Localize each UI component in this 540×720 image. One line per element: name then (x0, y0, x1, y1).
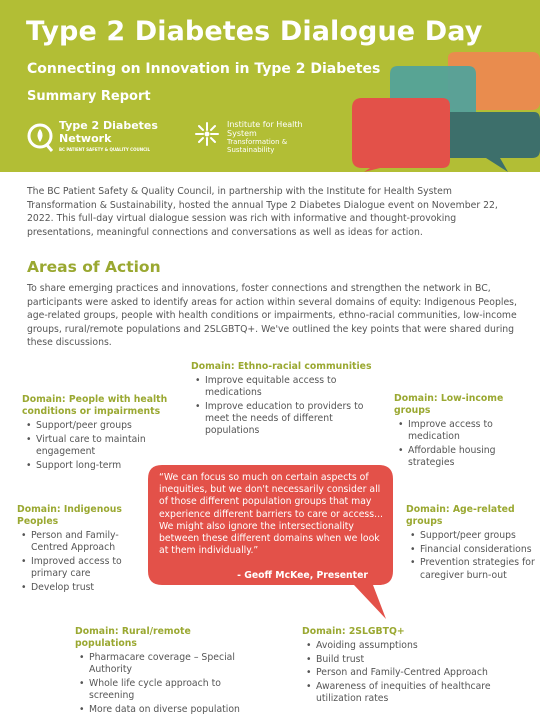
domain-title: Domain: Low-income groups (394, 393, 504, 416)
intro-paragraph: The BC Patient Safety & Quality Council, in partnership with the Institute for Health System Transformation & Sustainability, hosted the annual Type 2 Diabetes Dialogue event on November 22, 2022. This full-day virtual dialogue session was rich with informative and thought-provoking presentations, meaningful connections and conversations as well as ideas for action. (27, 186, 498, 238)
list-item: • Financial considerations (420, 544, 538, 556)
network-logo-line2: Network (59, 132, 112, 145)
institute-logo-sub: Transformation & Sustainability (227, 138, 288, 154)
quote-text: “We can focus so much on certain aspects of inequities, but we don't necessarily consider all of those different population groups that may experience different barriers to care or access... We might also ignore the intersectionality between these different domains when we look at them individually.” (159, 472, 383, 557)
quote-attribution: - Geoff McKee, Presenter (237, 570, 368, 581)
list-item: • Improve equitable access to medications (205, 375, 386, 399)
list-item: • Develop trust (31, 582, 137, 594)
list-item: • Improve education to providers to meet the needs of different populations (205, 401, 386, 438)
list-item: • Whole life cycle approach to screening (89, 678, 255, 702)
t2d-network-logo (26, 120, 176, 156)
network-logo-line1: Type 2 Diabetes (59, 119, 158, 132)
domain-list (394, 419, 538, 469)
list-item: • Build trust (316, 654, 502, 666)
red-bubble (352, 98, 450, 172)
domain-title: Domain: Indigenous Peoples (17, 504, 122, 527)
network-logo-icon (26, 122, 54, 152)
list-item: • Person and Family-Centred Approach (316, 667, 502, 679)
domain-age-related (406, 504, 538, 583)
list-item: • Improve access to medication (408, 419, 538, 443)
institute-logo-name: Institute for Health System (227, 120, 303, 138)
list-item: • Support/peer groups (420, 530, 538, 542)
domain-2slgbtq (302, 626, 502, 707)
domain-health-conditions (22, 394, 172, 473)
institute-star-icon (193, 120, 221, 148)
areas-of-action-heading: Areas of Action (27, 258, 161, 276)
domain-title: Domain: Ethno-racial communities (191, 361, 372, 372)
list-item: • Awareness of inequities of healthcare utilization rates (316, 681, 502, 705)
domain-title: Domain: Rural/remote populations (75, 626, 191, 649)
page-subtitle: Connecting on Innovation in Type 2 Diabetes (27, 61, 381, 77)
list-item: • Support/peer groups (36, 420, 172, 432)
domain-title: Domain: People with health conditions or impairments (22, 394, 168, 417)
domain-title: Domain: 2SLGBTQ+ (302, 626, 405, 637)
domain-title: Domain: Age-related groups (406, 504, 515, 527)
list-item: • Pharmacare coverage – Special Authority (89, 652, 255, 676)
network-logo-tagline: BC PATIENT SAFETY & QUALITY COUNCIL (59, 147, 151, 152)
list-item: • More data on diverse population (89, 704, 255, 716)
list-item: • Virtual care to maintain engagement (36, 434, 172, 458)
list-item: • Improved access to primary care (31, 556, 137, 580)
list-item: • Avoiding assumptions (316, 640, 502, 652)
domain-list (406, 530, 538, 582)
domain-list (75, 652, 255, 716)
list-item: • Affordable housing strategies (408, 445, 538, 469)
list-item: • Person and Family-Centred Approach (31, 530, 137, 554)
header-banner (0, 0, 540, 172)
domain-low-income (394, 393, 538, 471)
institute-logo (193, 118, 303, 158)
domain-list (302, 640, 502, 706)
domain-rural-remote (75, 626, 255, 718)
domain-indigenous (17, 504, 137, 596)
areas-intro-paragraph: To share emerging practices and innovations, foster connections and strengthen the network in BC, participants were asked to identify areas for action within several domains of equity: Indigenous Peoples, age-related groups, people with health conditions or impairments, ethno-racial communities, low-income groups, rural/remote populations and 2SLGBTQ+. We've outlined the key points that were shared during these discussions. (27, 283, 517, 348)
domain-list (17, 530, 137, 594)
report-label: Summary Report (27, 89, 151, 104)
domain-list (191, 375, 386, 438)
page-title: Type 2 Diabetes Dialogue Day (26, 16, 483, 47)
list-item: • Prevention strategies for caregiver burn-out (420, 557, 538, 581)
domain-ethno-racial (191, 361, 386, 439)
list-item: • Support long-term (36, 460, 172, 472)
